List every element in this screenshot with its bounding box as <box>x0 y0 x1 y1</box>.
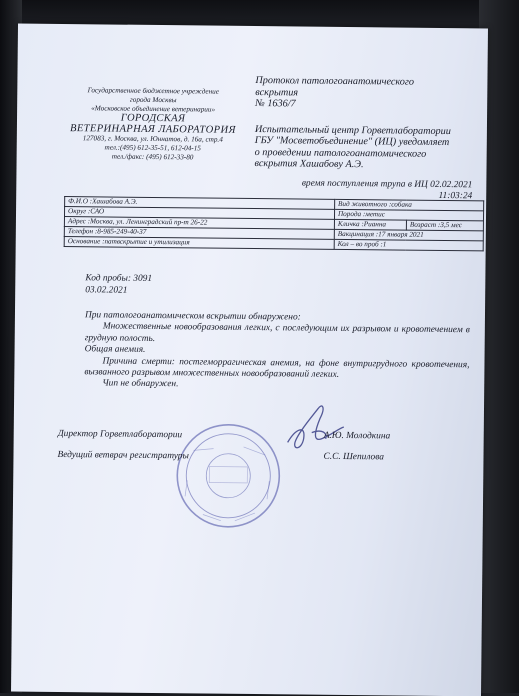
org-address: 127083, г. Москва, ул. Юннатов, д. 16а, стр.4 <box>82 134 223 145</box>
findings-intro: При патологоанатомическом вскрытии обнаружено: <box>84 310 301 323</box>
notice-line: о проведении патологоанатомического <box>254 146 427 160</box>
notice-line: вскрытия Хашабову А.Э. <box>254 158 364 171</box>
finding-paragraph: Множественные новообразования легких, с последующим их разрывом и кровотечением в грудную полость. <box>84 321 470 344</box>
org-header <box>63 86 244 163</box>
round-stamp <box>173 420 284 531</box>
species-cell: Вид животного :собака <box>335 199 484 211</box>
chip-paragraph: Чип не обнаружен. <box>102 378 179 390</box>
director-name: А.Ю. Молодкина <box>323 430 391 442</box>
district-cell: Округ :САО <box>64 207 334 220</box>
protocol-header <box>254 75 455 172</box>
nickname-cell: Кличка :Рианна <box>334 219 406 230</box>
vet-name: С.С. Шепилова <box>323 451 384 463</box>
breed-cell: Порода :метис <box>334 209 483 221</box>
protocol-title: Протокол патологоанатомического вскрытия <box>255 75 415 98</box>
basis-cell: Основание :патвскрытие и утилизация <box>64 237 334 250</box>
notice-line: ГБУ "Мосветобъединение" (ИЦ) уведомляет <box>254 135 450 149</box>
address-cell: Адрес :Москва, ул. Ленинградский пр-т 26-22 <box>64 217 334 230</box>
lab-name-line: ВЕТЕРИНАРНАЯ ЛАБОРАТОРИЯ <box>69 123 236 137</box>
protocol-number: № 1636/7 <box>255 98 296 110</box>
sample-date: 03.02.2021 <box>85 284 128 296</box>
org-line: Государственное бюджетное учреждение <box>87 86 220 96</box>
owner-name-cell: Ф.И.О :Хашабова А.Э. <box>65 197 335 210</box>
owner-animal-table <box>64 196 485 251</box>
org-line: города Москвы <box>129 95 177 104</box>
document-page <box>11 24 488 696</box>
phone-cell: Телефон :8-985-249-40-37 <box>64 227 334 240</box>
age-cell: Возраст :3,5 мес <box>406 220 483 231</box>
org-line: «Московское объединение ветеринарии» <box>91 103 216 114</box>
arrival-clock: 11:03:24 <box>438 190 473 202</box>
arrival-label: время поступления трупа в ИЦ 02.02.2021 <box>301 178 473 191</box>
finding-paragraph: Общая анемия. <box>84 344 146 356</box>
notice-line: Испытательный центр Горветлаборатории <box>254 123 451 137</box>
vaccination-cell: Вакцинация :17 января 2021 <box>334 229 483 241</box>
org-phone: тел.:(495) 612-35-51, 612-04-15 <box>104 143 201 153</box>
findings-section <box>84 310 470 394</box>
director-title: Директор Горветлаборатории <box>57 428 183 441</box>
death-cause-paragraph: Причина смерти: постгеморрагическая анемия, на фоне внутригрудного кровотечения, вызванного разрывом множественных новообразований легких. <box>84 356 470 380</box>
vet-title: Ведущий ветврач регистратуры <box>57 449 189 462</box>
org-fax: тел./факс: (495) 612-33-80 <box>111 152 194 162</box>
sample-info <box>85 273 152 297</box>
sample-count-cell: Кол – во проб :1 <box>334 239 483 251</box>
sample-code: Код пробы: 3091 <box>85 273 153 284</box>
lab-name-line: ГОРОДСКАЯ <box>120 113 186 125</box>
